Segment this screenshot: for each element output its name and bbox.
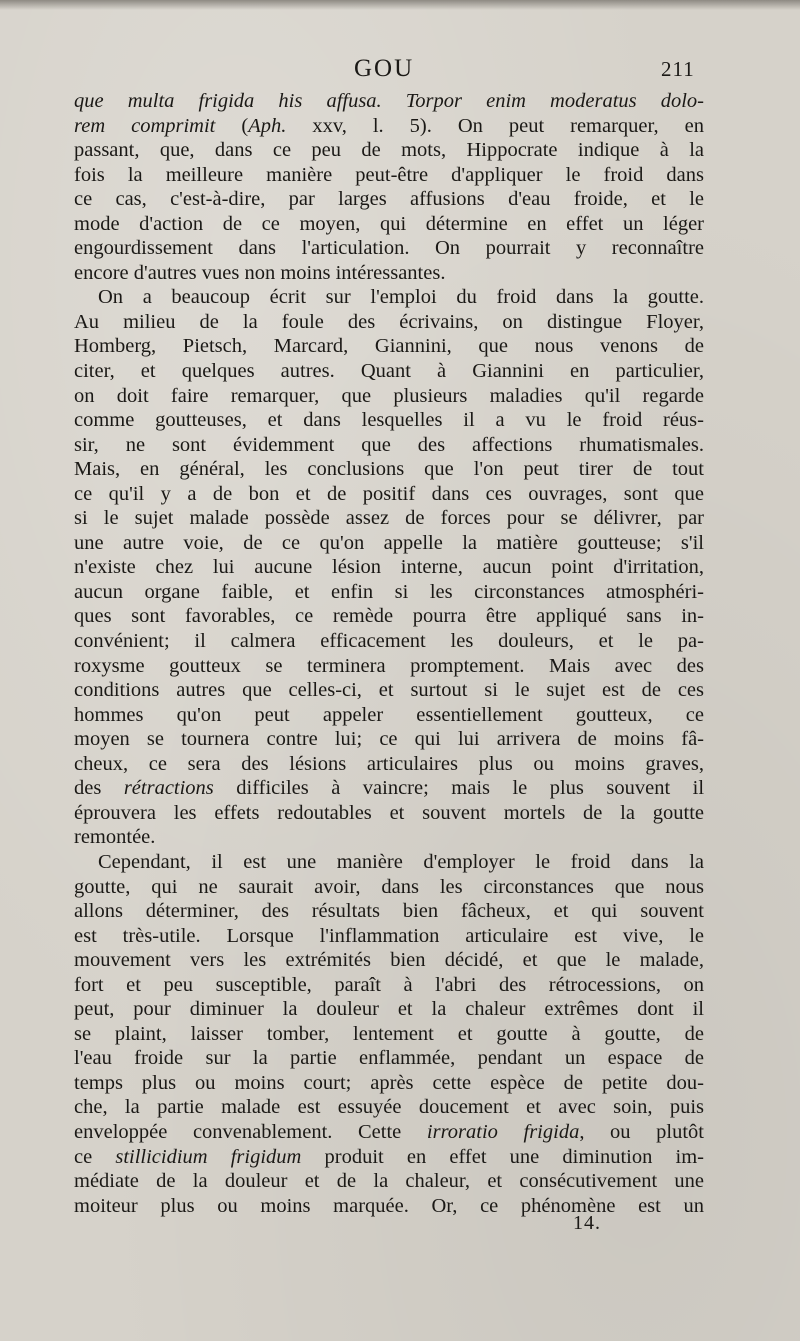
body-text: [74, 89, 704, 1218]
text-segment: temps plus ou moins court; après cette espèce de petite dou-: [74, 1071, 704, 1094]
text-line: [74, 1120, 704, 1145]
text-line: [74, 212, 704, 237]
text-segment: on doit faire remarquer, que plusieurs maladies qu'il regarde: [74, 384, 704, 407]
text-line: [74, 1194, 704, 1219]
text-segment: difficiles à vaincre; mais le plus souvent il: [213, 777, 704, 800]
text-line: [74, 1145, 704, 1170]
text-segment: che, la partie malade est essuyée doucement et avec soin, puis: [74, 1096, 704, 1119]
text-segment: citer, et quelques autres. Quant à Giannini en particulier,: [74, 360, 704, 383]
text-segment: encore d'autres vues non moins intéressantes.: [74, 261, 446, 284]
text-segment: fort et peu susceptible, paraît à l'abri des rétrocessions, on: [74, 973, 704, 996]
text-segment: l'eau froide sur la partie enflammée, pendant un espace de: [74, 1047, 704, 1070]
text-line: [74, 555, 704, 580]
text-line: [74, 1071, 704, 1096]
italic-text-segment: rétractions: [123, 777, 214, 800]
text-segment: ques sont favorables, ce remède pourra être appliqué sans in-: [74, 605, 704, 628]
page-number: 211: [661, 57, 695, 81]
italic-text-segment: irroratio frigida: [426, 1120, 580, 1143]
text-segment: sir, ne sont évidemment que des affections rhumatismales.: [74, 433, 704, 456]
text-segment: allons déterminer, des résultats bien fâcheux, et qui souvent: [74, 900, 704, 923]
italic-text-segment: que multa frigida his affusa. Torpor enim moderatus dolo-: [74, 90, 704, 112]
text-segment: médiate de la douleur et de la chaleur, et consécutivement une: [74, 1170, 704, 1193]
text-line: [74, 703, 704, 728]
text-line: [74, 408, 704, 433]
text-line: [74, 752, 704, 777]
text-line: [74, 1022, 704, 1047]
text-segment: si le sujet malade possède assez de forces pour se délivrer, par: [74, 507, 704, 530]
text-segment: conditions autres que celles-ci, et surtout si le sujet est de ces: [74, 679, 704, 702]
text-line: [74, 334, 704, 359]
text-segment: une autre voie, de ce qu'on appelle la matière goutteuse; s'il: [74, 531, 704, 554]
text-line: [74, 678, 704, 703]
text-line: [74, 285, 704, 310]
italic-text-segment: stillicidium frigidum: [115, 1145, 302, 1168]
page-header: [0, 54, 800, 84]
text-segment: goutte, qui ne saurait avoir, dans les circonstances que nous: [74, 875, 704, 898]
text-line: [74, 973, 704, 998]
text-segment: fois la meilleure manière peut-être d'appliquer le froid dans: [74, 163, 704, 186]
text-segment: éprouvera les effets redoutables et souvent mortels de la goutte: [74, 801, 704, 824]
text-line: [74, 997, 704, 1022]
running-head: GOU: [354, 55, 415, 82]
text-segment: Mais, en général, les conclusions que l'on peut tirer de tout: [74, 458, 704, 481]
text-segment: Homberg, Pietsch, Marcard, Giannini, que nous venons de: [74, 335, 704, 358]
text-segment: ce: [74, 1145, 116, 1168]
text-segment: mode d'action de ce moyen, qui détermine en effet un léger: [74, 212, 704, 235]
text-segment: hommes qu'on peut appeler essentiellement goutteux, ce: [74, 703, 704, 726]
text-segment: , ou plutôt: [579, 1120, 704, 1143]
text-line: [74, 236, 704, 261]
text-line: [74, 801, 704, 826]
text-segment: Cependant, il est une manière d'employer le froid dans la: [98, 850, 704, 873]
text-segment: peut, pour diminuer la douleur et la chaleur extrêmes dont il: [74, 998, 704, 1021]
text-line: [74, 114, 704, 139]
text-line: [74, 89, 704, 114]
text-line: [74, 899, 704, 924]
text-line: [74, 482, 704, 507]
text-line: [74, 850, 704, 875]
text-line: [74, 1095, 704, 1120]
text-segment: n'existe chez lui aucune lésion interne, aucun point d'irritation,: [74, 556, 704, 579]
text-segment: Au milieu de la foule des écrivains, on distingue Floyer,: [74, 310, 704, 333]
text-segment: engourdissement dans l'articulation. On pourrait y reconnaître: [74, 237, 704, 260]
text-line: [74, 138, 704, 163]
text-segment: roxysme goutteux se terminera promptement. Mais avec des: [74, 654, 704, 677]
text-line: [74, 875, 704, 900]
text-segment: convénient; il calmera efficacement les douleurs, et le pa-: [74, 630, 704, 653]
text-segment: aucun organe faible, et enfin si les circonstances atmosphéri-: [74, 580, 704, 603]
text-segment: comme goutteuses, et dans lesquelles il a vu le froid réus-: [74, 409, 704, 432]
text-segment: des: [74, 777, 124, 800]
text-line: [74, 359, 704, 384]
text-segment: est très-utile. Lorsque l'inflammation articulaire est vive, le: [74, 924, 704, 947]
text-segment: (: [215, 114, 249, 137]
text-segment: moiteur plus ou moins marquée. Or, ce phénomène est un: [74, 1194, 704, 1217]
text-segment: On a beaucoup écrit sur l'emploi du froid dans la goutte.: [98, 286, 704, 309]
text-segment: remontée.: [74, 826, 156, 849]
text-line: [74, 948, 704, 973]
text-segment: cheux, ce sera des lésions articulaires plus ou moins graves,: [74, 752, 704, 775]
text-segment: ce cas, c'est-à-dire, par larges affusions d'eau froide, et le: [74, 188, 704, 211]
text-segment: enveloppée convenablement. Cette: [74, 1120, 427, 1143]
text-line: [74, 506, 704, 531]
text-segment: xxv, l. 5). On peut remarquer, en: [286, 114, 704, 137]
text-line: [74, 654, 704, 679]
text-line: [74, 187, 704, 212]
text-line: [74, 776, 704, 801]
text-segment: se plaint, laisser tomber, lentement et goutte à goutte, de: [74, 1022, 704, 1045]
text-line: [74, 727, 704, 752]
text-line: [74, 1046, 704, 1071]
text-line: [74, 924, 704, 949]
text-line: [74, 433, 704, 458]
text-segment: passant, que, dans ce peu de mots, Hippocrate indique à la: [74, 139, 704, 162]
text-segment: ce qu'il y a de bon et de positif dans ces ouvrages, sont que: [74, 482, 704, 505]
text-line: [74, 604, 704, 629]
text-line: [74, 580, 704, 605]
signature-mark: 14.: [573, 1212, 601, 1234]
italic-text-segment: rem comprimit: [74, 114, 216, 137]
text-segment: mouvement vers les extrémités bien décidé, et que le malade,: [74, 949, 704, 972]
text-line: [74, 384, 704, 409]
text-segment: moyen se tournera contre lui; ce qui lui arrivera de moins fâ-: [74, 728, 704, 751]
text-segment: produit en effet une diminution im-: [301, 1145, 704, 1168]
text-line: [74, 1169, 704, 1194]
text-line: [74, 457, 704, 482]
text-line: [74, 261, 704, 286]
page-top-edge-shadow: [0, 0, 800, 10]
italic-text-segment: Aph.: [248, 114, 287, 137]
text-line: [74, 825, 704, 850]
text-line: [74, 629, 704, 654]
text-line: [74, 310, 704, 335]
text-line: [74, 163, 704, 188]
text-line: [74, 531, 704, 556]
